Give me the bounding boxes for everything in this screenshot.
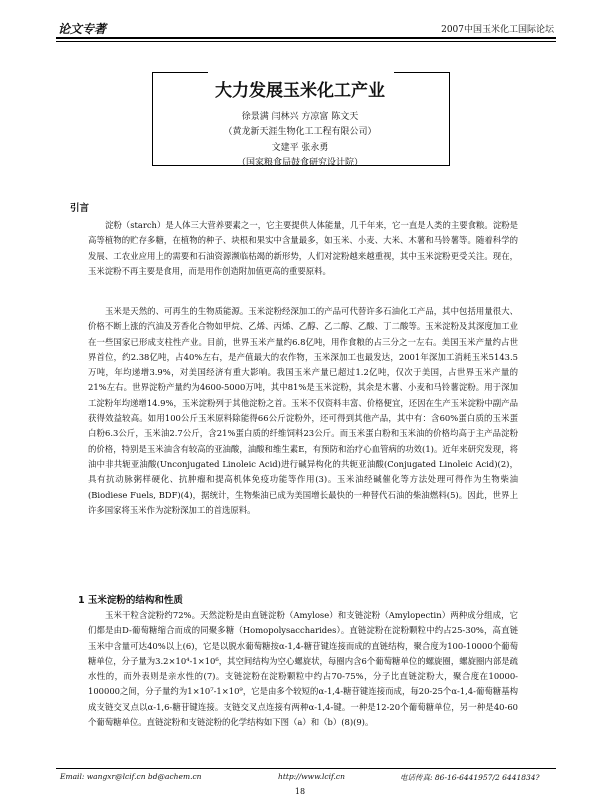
running-header-section: 论文专著 <box>58 22 107 36</box>
intro-paragraph-1: 淀粉（starch）是人体三大营养要素之一，它主要提供人体能量，几千年来，它一直是人类的主要食粮。淀粉是高等植物的贮存多糖，在植物的种子、块根和果实中含量最多，如玉米、小麦、大米、木薯和马铃薯等。随着科学的发展、工农业应用上的需要和石油资源濒临枯竭的新形势，人们对淀粉越来越重视，其中玉米淀粉更受关注。现在，玉米淀粉不再主要是食用，而是用作创造附加值更高的重要原料。 <box>88 220 518 276</box>
authors-line-1: 徐景满 闫林兴 方凉富 陈文天 <box>241 112 359 122</box>
paper-title: 大力发展玉米化工产业 <box>215 81 385 101</box>
section-1-heading: 1 玉米淀粉的结构和性质 <box>78 595 183 606</box>
running-header-journal: 2007中国玉米化工国际论坛 <box>441 25 554 35</box>
intro-heading: 引言 <box>70 203 90 214</box>
footer-website: http://www.lcif.cn <box>278 772 345 781</box>
footer-rule <box>56 768 556 769</box>
intro-paragraph-2: 玉米是天然的、可再生的生物质能源。玉米淀粉经深加工的产品可代替许多石油化工产品，其中包括用量很大、价格不断上涨的汽油及芳香化合物如甲烷、乙烯、丙烯、乙醇、乙二醇、乙酸、丁二酸等。玉米淀粉及其深度加工业在一些国家已形成支柱性产业。目前，世界玉米产量约6.8亿吨，用作食粮的占三分之一左右。美国玉米产量约占世界首位，约2.38亿吨，占40%左右，是产值最大的农作物，玉米深加工也最发达，2001年深加工消耗玉米5143.5万吨，年均递增3.9%，对美国经济有重大影响。我国玉米产量已超过1.2亿吨，仅次于美国，占世界玉米产量的21%左右。世界淀粉产量约为4600-5000万吨，其中81%是玉米淀粉，其余是木薯、小麦和马铃薯淀粉。用于深加工淀粉年均递增14.9%，玉米淀粉列于其他淀粉之首。玉米不仅资料丰富、价格便宜，还因在生产玉米淀粉中副产品获得效益较高。如用100公斤玉米原料除能得66公斤淀粉外，还可得到其他产品，其中有：含60%蛋白质的玉米蛋白粉6.3公斤，玉米油2.7公斤，含21%蛋白质的纤维饲料23公斤。而玉米蛋白粉和玉米油的价格均高于主产品淀粉的价格，特别是玉米油含有较高的亚油酸，油酸和维生素E，有预防和治疗心血管病的功效(1)。近年来研究发现，将油中非共轭亚油酸(Unconjugated Linoleic Acid)进行碱异构化的共轭亚油酸(Conjugated Linoleic Acid)(2)，具有抗动脉粥样硬化、抗肿瘤和提高机体免疫功能等作用(3)。玉米油经碱催化等方法处理可得作为生物柴油(Biodiese Fuels, BDF)(4)，据统计，生物柴油已成为美国增长最快的一种替代石油的柴油燃料(5)。因此，世界上许多国家将玉米作为淀粉深加工的首选原料。 <box>88 306 518 515</box>
header-rule-thin <box>56 41 556 42</box>
footer-email: Email: wangxr@lcif.cn bd@achem.cn <box>60 772 202 781</box>
authors-line-2: 文建平 张永勇 <box>271 143 329 153</box>
header-rule <box>56 37 556 39</box>
page-number: 18 <box>294 787 306 796</box>
affiliation-line-2: （国家粮食局鼓食研究设计院） <box>236 158 363 168</box>
affiliation-line-1: （黄龙新天涯生物化工工程有限公司） <box>223 127 377 137</box>
footer-phone: 电话传真: 86-16-6441957/2 6441834? <box>400 773 540 782</box>
section-1-paragraph: 玉米干粒含淀粉约72%。天然淀粉是由直链淀粉（Amylose）和支链淀粉（Amylopectin）两种成分组成，它们都是由D-葡萄糖缩合而成的同聚多糖（Homopolysaccharides）。直链淀粉在淀粉颗粒中约占25-30%，高直链玉米中含量可达40%以上(6)，它是以脱水葡萄糖按α-1,4-糖苷键连接而成的直链结构，聚合度为100-10000个葡萄糖单位，分子量为3.2×10⁴-1×10⁶，其空间结构为空心螺旋状，每圈内含6个葡萄糖单位的螺旋圈，螺旋圈内部是疏水性的，而外表则是亲水性的(7)。支链淀粉在淀粉颗粒中约占70-75%，分子比直链淀粉大，聚合度在10000-100000之间，分子量约为1×10⁷-1×10⁹，它是由多个较短的α-1,4-糖苷键连接而成，每20-25个α-1,4-葡萄糖基构成支链交叉点以α-1,6-糖苷键连接。支链交叉点连接有两种α-1,4-键。一种是12-20个葡萄糖单位，另一种是40-60个葡萄糖单位。直链淀粉和支链淀粉的化学结构如下图（a）和（b）(8)(9)。 <box>88 610 518 728</box>
